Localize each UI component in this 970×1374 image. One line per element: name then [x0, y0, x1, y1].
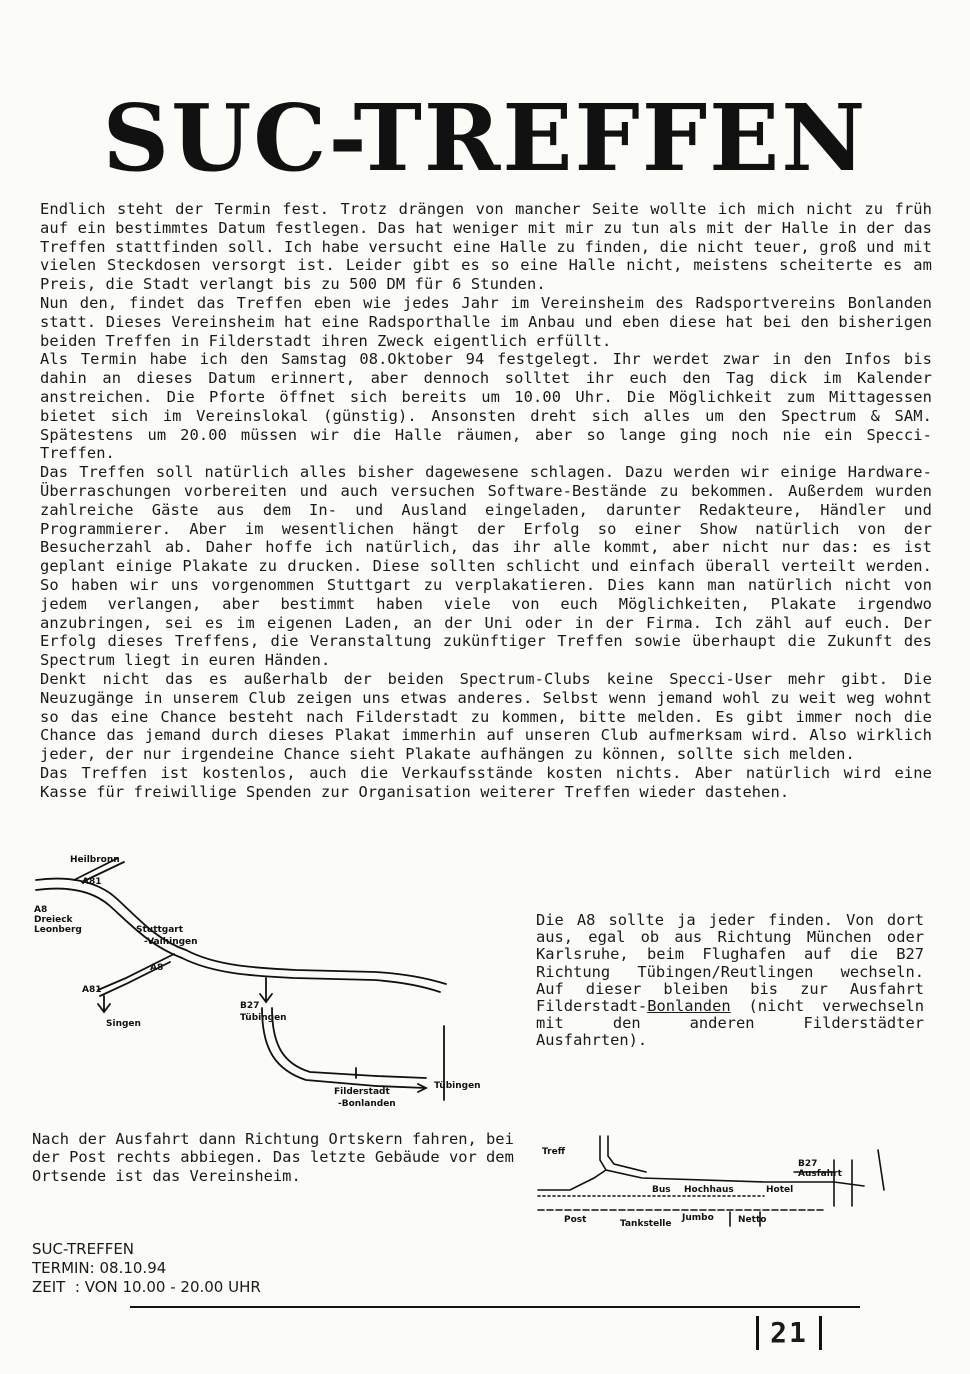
label-a8-line2: Dreieck [34, 915, 73, 925]
page-title: SUC-TREFFEN [102, 84, 868, 192]
label-tankstelle: Tankstelle [620, 1219, 672, 1229]
termin-label: TERMIN: [32, 1259, 95, 1277]
info-line-title: SUC-TREFFEN [32, 1240, 135, 1258]
label-singen: Singen [106, 1019, 141, 1029]
directions-after: (nicht verwechseln mit den anderen Filderstädter Ausfahrten). [536, 997, 924, 1050]
paragraph-plakate: Das Treffen soll natürlich alles bisher dagewesene schlagen. Dazu werden wir einige Hardware-Überraschungen vorbereiten und auch versuchen Software-Bestände zu bekommen. Außerdem wurden zahlreiche Gäste aus dem In- und Ausland eingeladen, darunter Redakteure, Händler und Programmierer. Aber im wesentlichen hängt der Erfolg so einer Show natürlich von der Besucherzahl ab. Daher hoffe ich natürlich, das ihr alle kommt, aber nicht nur das: es ist geplant einige Plakate zu drucken. Diese sollten schlicht und einfach überall verteilt werden. So haben wir uns vorgenommen Stuttgart zu verplakatieren. Dies kann man natürlich nicht von jedem verlangen, aber bestimmt haben viele von euch Möglichkeiten, Plakate irgendwo anzubringen, sei es im eigenen Laden, an der Uni oder in der Firma. Ich zähl auf euch. Der Erfolg dieses Treffens, die Veranstaltung zukünftiger Treffen sowie überhaupt die Zukunft des Spectrum liegt in euren Händen. [40, 463, 932, 670]
directions-text [536, 912, 924, 1050]
footer-rule [130, 1306, 860, 1308]
street-ausfahrt [878, 1150, 884, 1190]
directions-before: Die A8 sollte ja jeder finden. Von dort aus, egal ob aus Richtung München oder Karlsruhe, beim Flughafen auf die B27 Richtung Tübingen/Reutlingen wechseln. Auf dieser bleiben bis zur Ausfahrt Filderstadt- [536, 911, 924, 1016]
label-heilbronn: Heilbronn [70, 855, 120, 865]
label-stuttgart: Stuttgart [136, 925, 184, 935]
paragraph-specci-user: Denkt nicht das es außerhalb der beiden Spectrum-Clubs keine Specci-User mehr gibt. Die Neuzugänge in unserem Club zeigen uns etwas anderes. Selbst wenn jemand wohl zu weit weg wohnt so das eine Chance besteht nach Filderstadt zu kommen, bitte melden. Es gibt immer noch die Chance das jemand durch dieses Plakat immerhin auf unseren Club aufmerksam wird. Also wirklich jeder, der nur irgendeine Chance sieht Plakate aufhängen zu können, sollte sich melden. [40, 669, 932, 764]
label-jumbo: Jumbo [682, 1213, 714, 1223]
label-a81-left: A81 [82, 985, 102, 995]
label-netto: Netto [738, 1215, 767, 1225]
street-post [538, 1170, 606, 1190]
event-info [32, 1240, 261, 1297]
paragraph-termin: Endlich steht der Termin fest. Trotz drängen von mancher Seite wollte ich mich nicht zu früh auf ein bestimmtes Datum festlegen. Das hat weniger mit mir zu tun als mit der Halle in der das Treffen stattfinden soll. Ich habe versucht eine Halle zu finden, die nicht teuer, groß und mit vielen Steckdosen versorgt ist. Leider gibt es so eine Halle nicht, meistens scheiterte es am Preis, die Stadt verlangt bis zu 500 DM für 6 Stunden. [40, 200, 932, 294]
info-line-termin [32, 1259, 261, 1278]
article-body [40, 200, 932, 802]
route-map [26, 850, 506, 1125]
page-number: 21 [756, 1316, 822, 1350]
street-main-2 [608, 1136, 646, 1172]
paragraph-vereinsheim: Nun den, findet das Treffen eben wie jedes Jahr im Vereinsheim des Radsportvereins Bonlanden statt. Dieses Vereinsheim hat eine Radsporthalle im Anbau und eben diese hat bei den bisherigen beiden Treffen in Filderstadt ihren Zweck eigentlich erfüllt. [40, 293, 932, 350]
local-directions-text: Nach der Ausfahrt dann Richtung Ortskern fahren, bei der Post rechts abbiegen. Das letzte Gebäude vor dem Ortsende ist das Vereinsheim. [32, 1130, 514, 1185]
label-b27: B27 [240, 1001, 260, 1011]
info-line-zeit [32, 1278, 261, 1297]
label-tuebingen-top: Tübingen [240, 1013, 287, 1023]
label-vaihingen: -Vaihingen [144, 937, 198, 947]
label-treff: Treff [542, 1147, 565, 1157]
zeit-label: ZEIT [32, 1278, 66, 1296]
label-a8-line1: A8 [34, 905, 48, 915]
local-map [534, 1130, 896, 1230]
road-to-tuebingen-2 [376, 1076, 426, 1078]
termin-value: 08.10.94 [99, 1259, 167, 1277]
label-tuebingen-right: Tübingen [434, 1081, 481, 1091]
label-a8-mid: A8 [150, 963, 164, 973]
label-bonlanden: -Bonlanden [338, 1099, 396, 1109]
paragraph-datum: Als Termin habe ich den Samstag 08.Oktober 94 festgelegt. Ihr werdet zwar in den Infos bis dahin an dieses Datum erinnert, aber dennoch solltet ihr euch den Tag dick im Kalender anstreichen. Die Pforte öffnet sich bereits um 10.00 Uhr. Die Möglichkeit zum Mittagessen bietet sich im Vereinslokal (günstig). Ansonsten dreht sich alles um den Spectrum & SAM. Spätestens um 20.00 müssen wir die Halle räumen, aber so lange ging noch nie ein Specci-Treffen. [40, 350, 932, 463]
label-a81-top: A81 [82, 877, 102, 887]
label-hochhaus: Hochhaus [684, 1185, 734, 1195]
label-a8-line3: Leonberg [34, 925, 82, 935]
label-post: Post [564, 1215, 587, 1225]
label-bus: Bus [652, 1185, 671, 1195]
label-filderstadt: Filderstadt [334, 1087, 390, 1097]
label-ausfahrt: Ausfahrt [798, 1169, 842, 1179]
zeit-value: : VON 10.00 - 20.00 UHR [74, 1278, 261, 1296]
road-b27-2 [272, 1008, 376, 1076]
paragraph-kostenlos: Das Treffen ist kostenlos, auch die Verkaufsstände kosten nichts. Aber natürlich wird eine Kasse für freiwillige Spenden zur Organisation weiterer Treffen wieder dastehen. [40, 763, 932, 801]
label-hotel: Hotel [766, 1185, 794, 1195]
label-b27-local: B27 [798, 1159, 818, 1169]
directions-underlined: Bonlanden [647, 997, 731, 1016]
